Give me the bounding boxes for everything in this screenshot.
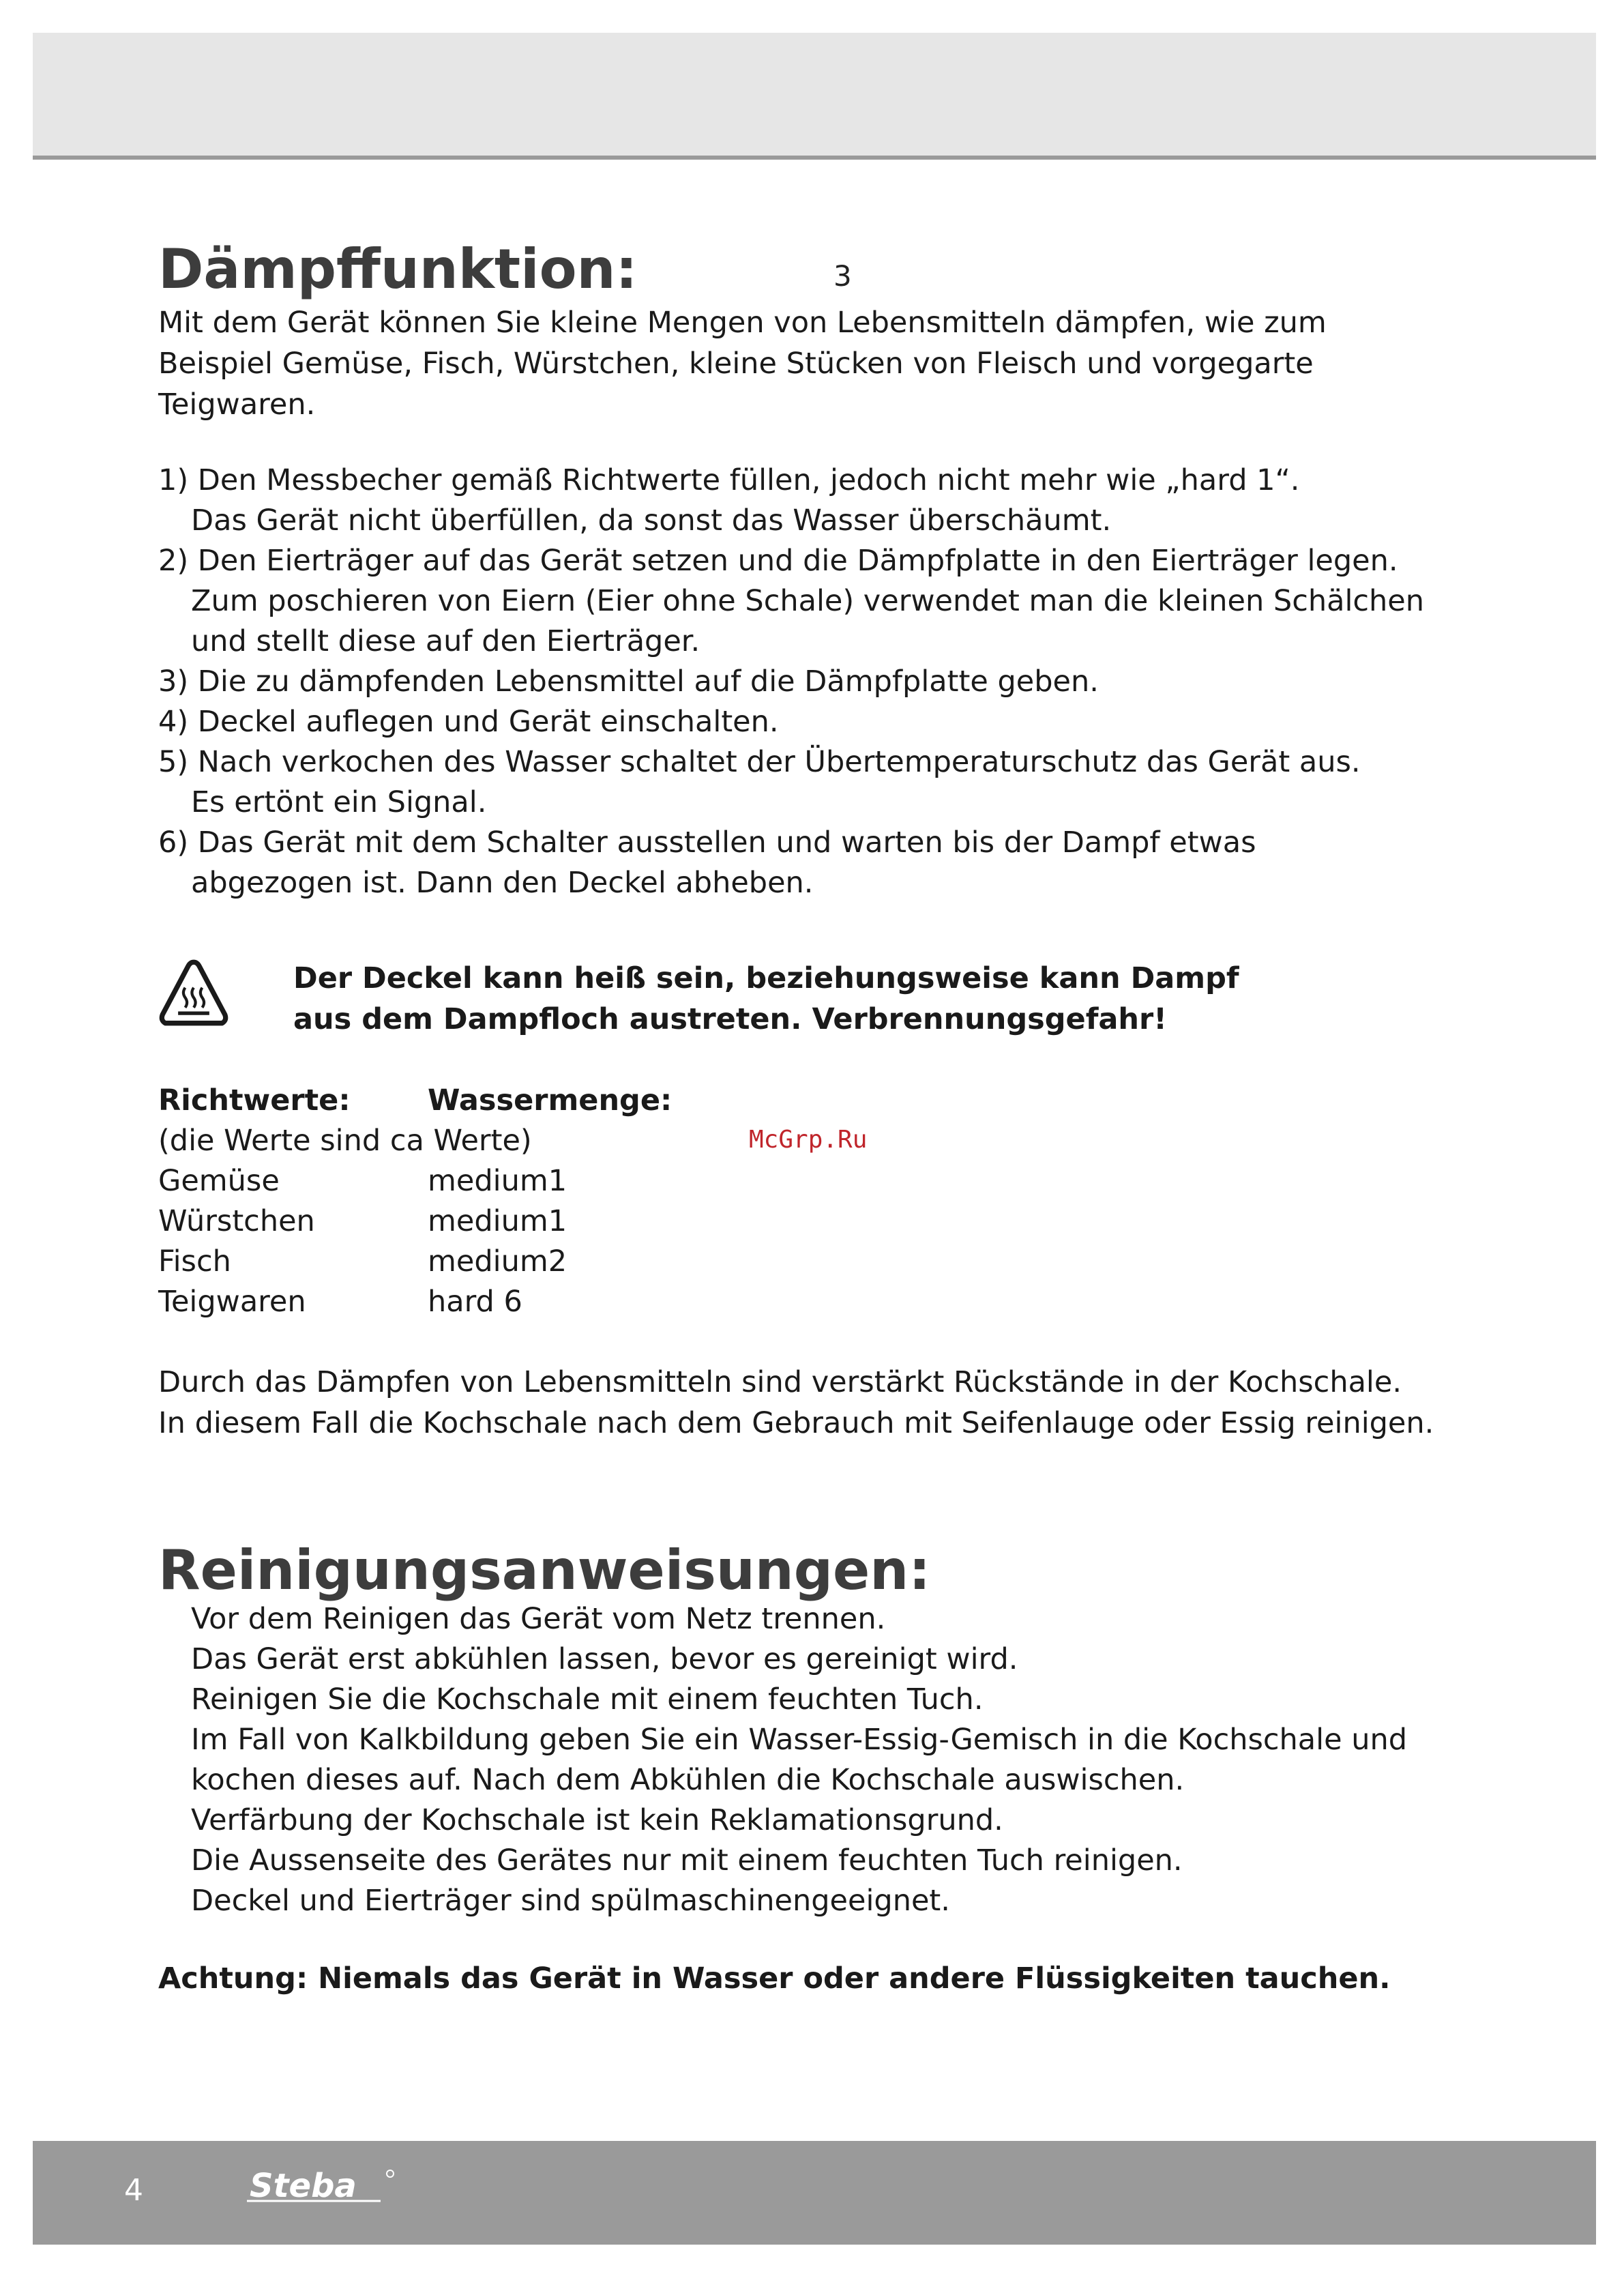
caution-note: Achtung: Niemals das Gerät in Wasser oder andere Flüssigkeiten tauchen. [158, 1961, 1391, 1996]
warning-text [293, 958, 1453, 1040]
step-continuation: Es ertönt ein Signal. [191, 785, 487, 819]
cleaning-section-title: Reinigungsanweisungen: [158, 1538, 931, 1602]
intro-line: Teigwaren. [158, 388, 316, 422]
watermark: McGrp.Ru [749, 1126, 868, 1154]
step-text: 6) Das Gerät mit dem Schalter ausstellen und warten bis der Dampf etwas [158, 826, 1256, 860]
cleaning-line: kochen dieses auf. Nach dem Abkühlen die Kochschale auswischen. [191, 1763, 1185, 1797]
table-row [158, 1282, 1488, 1322]
header-band [33, 33, 1596, 160]
table-row [158, 1161, 1488, 1201]
hot-surface-icon [158, 958, 229, 1029]
amount-cell: medium1 [428, 1204, 567, 1238]
steba-logo [244, 2163, 408, 2211]
guideline-table [158, 1081, 1488, 1322]
table-row [158, 1242, 1488, 1282]
step-item [158, 541, 1488, 662]
food-cell: Gemüse [158, 1164, 280, 1198]
amount-cell: hard 6 [428, 1285, 522, 1319]
intro-line: Mit dem Gerät können Sie kleine Mengen von Lebensmitteln dämpfen, wie zum [158, 306, 1327, 340]
step-continuation: und stellt diese auf den Eierträger. [191, 624, 700, 658]
table-header [158, 1081, 1488, 1121]
page-content [158, 237, 1488, 1999]
food-cell: Fisch [158, 1244, 231, 1279]
cleaning-line: Deckel und Eierträger sind spülmaschinengeeignet. [191, 1884, 950, 1918]
warning-line: Der Deckel kann heiß sein, beziehungsweise kann Dampf [293, 961, 1239, 995]
step-continuation: Zum poschieren von Eiern (Eier ohne Schale) verwendet man die kleinen Schälchen [191, 584, 1425, 618]
steam-section-title: Dämpffunktion: [158, 237, 638, 301]
step-text: 3) Die zu dämpfenden Lebensmittel auf die Dämpfplatte geben. [158, 665, 1099, 699]
step-text: 2) Den Eierträger auf das Gerät setzen und die Dämpfplatte in den Eierträger legen. [158, 544, 1398, 578]
warning-line: aus dem Dampfloch austreten. Verbrennungsgefahr! [293, 1002, 1167, 1036]
step-continuation: abgezogen ist. Dann den Deckel abheben. [191, 866, 814, 900]
step-text: 5) Nach verkochen des Wasser schaltet der Übertemperaturschutz das Gerät aus. [158, 745, 1361, 779]
header-guidelines: Richtwerte: [158, 1083, 351, 1118]
cleaning-line: Verfärbung der Kochschale ist kein Reklamationsgrund. [191, 1803, 1003, 1837]
step-item [158, 461, 1488, 541]
header-water-amount: Wassermenge: [428, 1083, 673, 1118]
cleaning-line: Das Gerät erst abkühlen lassen, bevor es gereinigt wird. [191, 1642, 1018, 1676]
step-item [158, 702, 1488, 742]
food-cell: Teigwaren [158, 1285, 306, 1319]
amount-cell: medium2 [428, 1244, 567, 1279]
cleaning-line: Reinigen Sie die Kochschale mit einem feuchten Tuch. [191, 1682, 984, 1717]
cleaning-line: Vor dem Reinigen das Gerät vom Netz trennen. [191, 1602, 886, 1636]
burn-warning [158, 958, 1488, 1047]
intro-line: Beispiel Gemüse, Fisch, Würstchen, kleine Stücken von Fleisch und vorgegarte [158, 347, 1314, 381]
step-text: 1) Den Messbecher gemäß Richtwerte füllen, jedoch nicht mehr wie „hard 1“. [158, 463, 1300, 497]
steam-intro [158, 302, 1488, 425]
cleaning-instructions [158, 1599, 1488, 1921]
table-note-text: (die Werte sind ca Werte) [158, 1124, 532, 1158]
food-cell: Würstchen [158, 1204, 315, 1238]
step-item [158, 823, 1488, 903]
step-item [158, 742, 1488, 823]
residue-line: Durch das Dämpfen von Lebensmitteln sind verstärkt Rückstände in der Kochschale. [158, 1365, 1402, 1399]
residue-line: In diesem Fall die Kochschale nach dem Gebrauch mit Seifenlauge oder Essig reinigen. [158, 1406, 1434, 1440]
step-item [158, 662, 1488, 702]
residue-note [158, 1362, 1488, 1444]
steam-steps [158, 461, 1488, 903]
page-number: 4 [124, 2173, 143, 2208]
brand-name: Steba [250, 2167, 357, 2205]
cleaning-line: Die Aussenseite des Gerätes nur mit einem feuchten Tuch reinigen. [191, 1843, 1183, 1878]
page-marker: 3 [833, 259, 852, 293]
step-text: 4) Deckel auflegen und Gerät einschalten. [158, 705, 779, 739]
table-row [158, 1201, 1488, 1242]
step-continuation: Das Gerät nicht überfüllen, da sonst das Wasser überschäumt. [191, 504, 1112, 538]
cleaning-line: Im Fall von Kalkbildung geben Sie ein Wasser-Essig-Gemisch in die Kochschale und [191, 1723, 1408, 1757]
amount-cell: medium1 [428, 1164, 567, 1198]
